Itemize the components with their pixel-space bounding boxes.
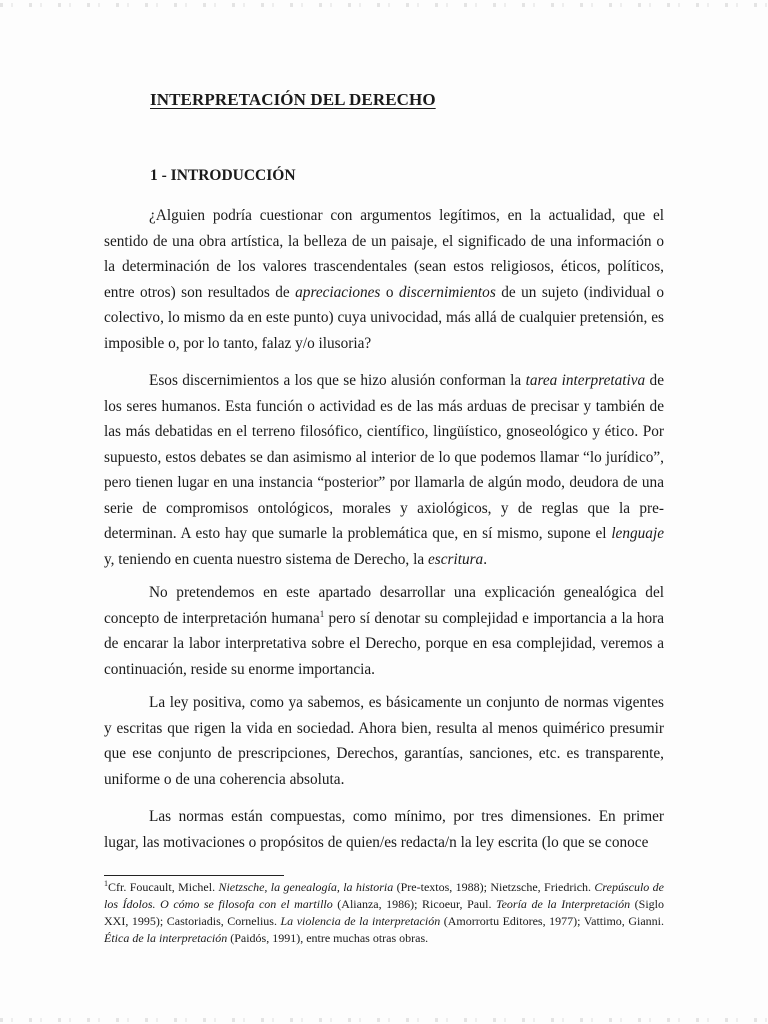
work-title: Crepúsculo de los Ídolos. O cómo se filosofa con el martillo <box>104 880 664 911</box>
scan-edge-bottom <box>0 1018 768 1022</box>
paragraph-1 <box>104 203 664 356</box>
work-title: La violencia de la interpretación <box>280 914 441 928</box>
footnote-reference[interactable]: 1 <box>319 608 325 619</box>
italic-term: discernimientos <box>398 283 496 301</box>
italic-term: tarea interpretativa <box>525 372 646 389</box>
footnote <box>104 879 664 947</box>
paragraph-5: Las normas están compuestas, como mínimo, por tres dimensiones. En primer lugar, las motivaciones o propósitos de quien/es redacta/n la ley escrita (lo que se conoce <box>104 808 664 851</box>
text-run: y, teniendo en cuenta nuestro sistema de Derecho, la <box>104 550 428 568</box>
section-heading: 1 - INTRODUCCIÓN <box>150 167 296 184</box>
italic-term: lenguaje <box>611 525 664 542</box>
text-run: ¿Alguien podría cuestionar con argumentos legítimos, en la actualidad, que el sentido de una obra artística, la belleza de un paisaje, el significado de una información o la determinación de los valores trascendentales (sean estos religiosos, éticos, políticos, entre otros) son resultados de <box>104 207 664 301</box>
text-run: . <box>483 550 488 568</box>
paragraph-4: La ley positiva, como ya sabemos, es básicamente un conjunto de normas vigentes y escritas que rigen la vida en sociedad. Ahora bien, resulta al menos quimérico presumir que ese conjunto de prescripciones, Derechos, garantías, sanciones, etc. es transparente, uniforme o de una coherencia absoluta. <box>104 694 664 788</box>
text-run: (Pre-textos, 1988); Nietzsche, Friedrich. <box>393 880 595 894</box>
text-run: (Amorrortu Editores, 1977); Vattimo, Gianni. <box>440 914 664 928</box>
text-run: Cfr. Foucault, Michel. <box>108 880 219 894</box>
text-run: (Alianza, 1986); Ricoeur, Paul. <box>332 897 496 911</box>
scan-edge-top <box>0 3 768 7</box>
work-title: Ética de la interpretación <box>104 931 228 945</box>
text-run: de un sujeto (individual o colectivo, lo mismo da en este punto) cuya univocidad, más allá de cualquier pretensión, es imposible o, por lo tanto, falaz y/o ilusoria? <box>104 283 664 352</box>
paragraph-3 <box>104 580 664 682</box>
work-title: Teoría de la Interpretación <box>496 897 631 911</box>
text-run: (Siglo XXI, 1995); Castoriadis, Cornelius. <box>104 897 664 928</box>
text-run: o <box>380 283 399 301</box>
text-run: (Paidós, 1991), entre muchas otras obras. <box>227 931 429 945</box>
italic-term: escritura <box>427 550 484 568</box>
paragraph-2 <box>104 368 664 572</box>
text-run: de los seres humanos. Esta función o actividad es de las más arduas de precisar y también de las más debatidas en el terreno filosófico, científico, lingüístico, gnoseológico y ético. Por supuesto, estos debates se dan asimismo al interior de lo que podemos llamar “lo jurídico”, pero tienen lugar en una instancia “posterior” por llamarla de algún modo, deudora de una serie de compromisos ontológicos, morales y axiológicos, y de reglas que la pre-determinan. A esto hay que sumarle la problemática que, en sí mismo, supone el <box>104 372 664 542</box>
work-title: Nietzsche, la genealogía, la historia <box>218 880 394 894</box>
italic-term: apreciaciones <box>295 283 381 301</box>
footnote-number: 1 <box>104 879 108 888</box>
text-run: Esos discernimientos a los que se hizo alusión conforman la <box>149 372 526 389</box>
footnote-separator <box>104 875 284 876</box>
text-run: pero sí denotar su complejidad e importancia a la hora de encarar la labor interpretativa sobre el Derecho, porque en esa complejidad, veremos a continuación, reside su enorme importancia. <box>104 609 664 678</box>
text-run: No pretendemos en este apartado desarrollar una explicación genealógica del concepto de interpretación humana <box>104 584 664 627</box>
document-title: INTERPRETACIÓN DEL DERECHO <box>150 90 436 109</box>
